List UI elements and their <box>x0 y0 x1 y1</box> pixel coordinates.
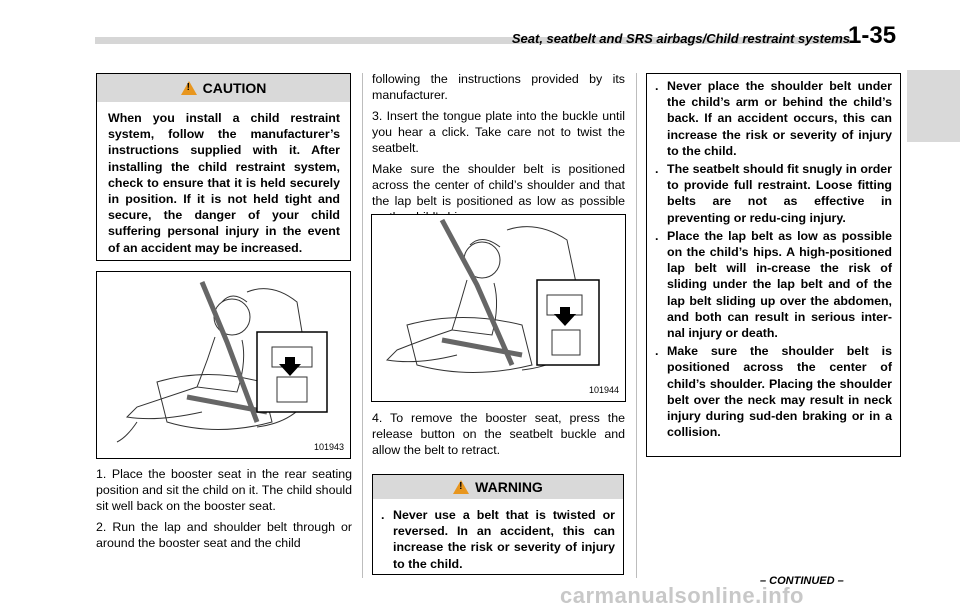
column-1-text <box>96 466 352 556</box>
bullet: . <box>655 228 659 243</box>
column-2-text-bottom <box>372 410 625 463</box>
page-number: 1-35 <box>848 22 897 49</box>
caution-item <box>655 228 892 341</box>
caution-item <box>655 78 892 159</box>
warning-triangle-icon <box>181 81 197 95</box>
step-2-part-2: following the instructions provided by its manufacturer. <box>372 72 625 102</box>
caution-text: When you install a child restraint system, follow the manufacturer’s instructions supplied with it. After installing the child restraint system, check to ensure that it is held securely in position. If it is not held tight and secure, the danger of your child suffering personal injury in the event of an accident may be increased. <box>108 111 340 255</box>
caution-box <box>96 73 351 261</box>
caution-item-text: Never place the shoulder belt under the child’s arm or behind the child’s back. If an accident occurs, this can increase the risk or severity of injury to the child. <box>667 79 892 158</box>
warning-triangle-icon <box>453 480 469 494</box>
caution-banner <box>97 74 350 102</box>
warning-title: WARNING <box>475 479 543 495</box>
warning-item <box>381 507 615 572</box>
booster-seat-illustration <box>97 272 350 458</box>
caution-item-text: Make sure the shoulder belt is positioned across the center of child’s shoulder. Placing the shoulder belt over the neck may result in neck injury during sud-den braking or in a collision. <box>667 344 892 440</box>
figure-id: 101944 <box>588 385 619 395</box>
step-1: 1. Place the booster seat in the rear seating position and sit the child on it. The child should sit well back on the booster seat. <box>96 467 353 513</box>
caution-item <box>655 161 892 226</box>
figure-booster-seat-1 <box>96 271 351 459</box>
step-2-part-1: 2. Run the lap and shoulder belt through or around the booster seat and the child <box>96 520 352 550</box>
caution-title: CAUTION <box>202 80 267 96</box>
step-3: 3. Insert the tongue plate into the buckle until you hear a click. Take care not to twist the seatbelt. <box>372 109 625 155</box>
step-3-note: Make sure the shoulder belt is positioned across the center of child’s shoulder and that the lap belt is positioned as low as possible <box>372 162 625 208</box>
caution-list-box <box>646 73 901 457</box>
watermark: carmanualsonline.info <box>560 583 804 608</box>
side-tab <box>907 70 960 142</box>
bullet: . <box>655 79 659 93</box>
bullet: . <box>381 508 385 522</box>
warning-box <box>372 474 624 575</box>
warning-text: Never use a belt that is twisted or reversed. In an accident, this can increase the risk or severity of injury to the child. <box>393 508 615 571</box>
figure-booster-seat-2 <box>371 214 626 402</box>
warning-list <box>373 499 623 572</box>
caution-item <box>655 343 892 440</box>
caution-item-text: Place the lap belt as low as possible on the child’s hips. A high-positioned lap belt will in-crease the risk of sliding under the lap belt and of the lap belt sliding up over the abdomen, and both can result in serious inter-nal injury or death. <box>667 228 892 341</box>
caution-list <box>647 74 900 440</box>
step-4: 4. To remove the booster seat, press the release button on the seatbelt buckle and allow the belt to retract. <box>372 411 625 457</box>
warning-banner <box>373 475 623 499</box>
column-2-text-top <box>372 71 625 230</box>
continued-label: – CONTINUED – <box>760 575 844 587</box>
buckle-insert-illustration <box>372 215 625 401</box>
bullet: . <box>655 162 659 177</box>
column-divider <box>362 73 363 578</box>
caution-item-text: The seatbelt should fit snugly in order to provide full restraint. Loose fitting belts are not as effective in preventing or redu-cing injury. <box>667 162 892 225</box>
column-divider <box>636 73 637 578</box>
section-title: Seat, seatbelt and SRS airbags/Child restraint systems <box>511 31 850 46</box>
figure-id: 101943 <box>313 442 344 452</box>
bullet: . <box>655 344 659 359</box>
